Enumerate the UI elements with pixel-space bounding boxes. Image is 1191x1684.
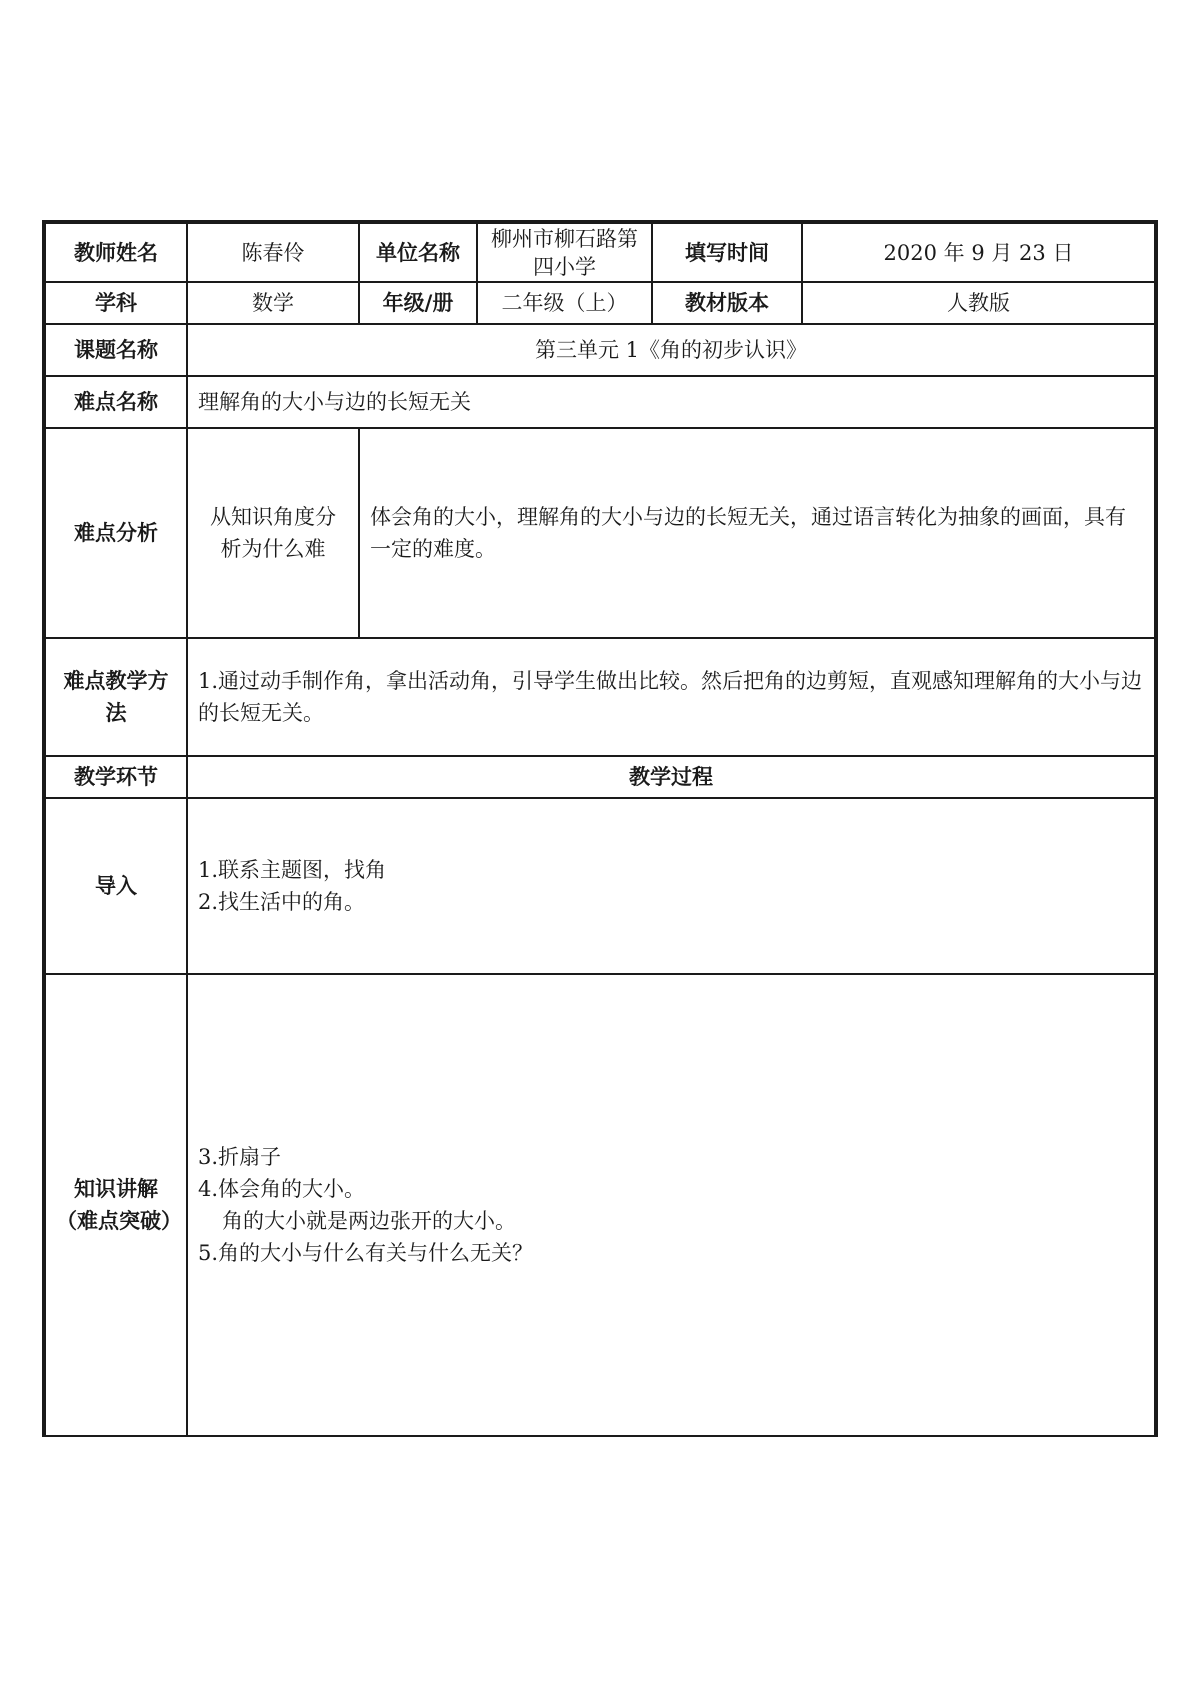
table-row (44, 798, 1156, 974)
intro-line: 2.找生活中的角。 (198, 890, 366, 914)
difficulty-analysis-label: 难点分析 (44, 428, 187, 638)
table-row (44, 324, 1156, 376)
analysis-sub-label: 从知识角度分析为什么难 (187, 428, 359, 638)
knowledge-content (187, 974, 1156, 1436)
intro-content (187, 798, 1156, 974)
knowledge-label-line1: 知识讲解 (74, 1177, 158, 1201)
knowledge-line: 5.角的大小与什么有关与什么无关？ (198, 1241, 534, 1265)
knowledge-line: 3.折扇子 (198, 1145, 282, 1169)
knowledge-label (44, 974, 187, 1436)
difficulty-name-label: 难点名称 (44, 376, 187, 428)
lesson-title-value: 第三单元 1《角的初步认识》 (187, 324, 1156, 376)
subject-value: 数学 (187, 282, 359, 324)
table-row (44, 974, 1156, 1436)
intro-label: 导入 (44, 798, 187, 974)
edition-label: 教材版本 (652, 282, 802, 324)
table-row (44, 376, 1156, 428)
teacher-name-value: 陈春伶 (187, 222, 359, 282)
lesson-title-label: 课题名称 (44, 324, 187, 376)
fill-date-label: 填写时间 (652, 222, 802, 282)
teaching-stage-header: 教学环节 (44, 756, 187, 798)
knowledge-line: 4.体会角的大小。 (198, 1177, 366, 1201)
table-row (44, 282, 1156, 324)
table-row (44, 756, 1156, 798)
grade-value: 二年级（上） (477, 282, 652, 324)
unit-name-value: 柳州市柳石路第四小学 (477, 222, 652, 282)
unit-name-label: 单位名称 (359, 222, 477, 282)
intro-line: 1.联系主题图，找角 (198, 858, 387, 882)
knowledge-line: 角的大小就是两边张开的大小。 (222, 1209, 516, 1233)
table-row (44, 428, 1156, 638)
knowledge-label-line2: （难点突破） (56, 1209, 182, 1233)
analysis-value: 体会角的大小，理解角的大小与边的长短无关，通过语言转化为抽象的画面，具有一定的难度。 (359, 428, 1156, 638)
table-row (44, 222, 1156, 282)
teaching-method-value: 1.通过动手制作角，拿出活动角，引导学生做出比较。然后把角的边剪短，直观感知理解角的大小与边的长短无关。 (187, 638, 1156, 756)
difficulty-name-value: 理解角的大小与边的长短无关 (187, 376, 1156, 428)
teacher-name-label: 教师姓名 (44, 222, 187, 282)
fill-date-value: 2020 年 9 月 23 日 (802, 222, 1156, 282)
teaching-method-label: 难点教学方法 (44, 638, 187, 756)
subject-label: 学科 (44, 282, 187, 324)
grade-label: 年级/册 (359, 282, 477, 324)
lesson-plan-table (42, 220, 1158, 1437)
table-row (44, 638, 1156, 756)
teaching-process-header: 教学过程 (187, 756, 1156, 798)
edition-value: 人教版 (802, 282, 1156, 324)
